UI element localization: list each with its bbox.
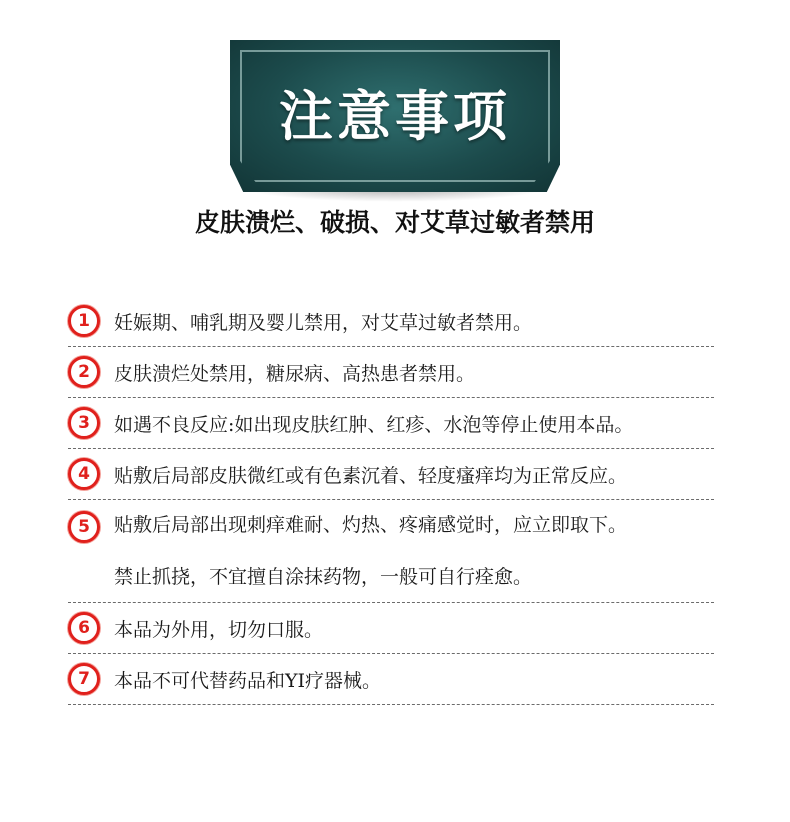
item-text: 本品为外用，切勿口服。: [114, 618, 324, 641]
item-text: 如遇不良反应:如出现皮肤红肿、红疹、水泡等停止使用本品。: [114, 413, 634, 436]
list-item: [68, 398, 714, 449]
item-text: 贴敷后局部出现刺痒难耐、灼热、疼痛感觉时，应立即取下。: [114, 514, 628, 536]
list-item: [68, 654, 714, 705]
page-title: 注意事项: [279, 84, 511, 148]
item-text: 贴敷后局部皮肤微红或有色素沉着、轻度瘙痒均为正常反应。: [114, 464, 628, 487]
item-text: 皮肤溃烂处禁用，糖尿病、高热患者禁用。: [114, 362, 476, 385]
list-item: [68, 449, 714, 500]
item-text: 妊娠期、哺乳期及婴儿禁用，对艾草过敏者禁用。: [114, 311, 533, 334]
item-text-block: [114, 500, 627, 590]
number-badge-7: 7: [68, 663, 100, 695]
number-badge-4: 4: [68, 458, 100, 490]
title-banner: [230, 40, 560, 192]
item-text: 本品不可代替药品和YI疗器械。: [114, 669, 382, 692]
subtitle: 皮肤溃烂、破损、对艾草过敏者禁用: [194, 208, 595, 237]
item-text-continued: 禁止抓挠，不宜擅自涂抹药物，一般可自行痊愈。: [114, 566, 533, 588]
number-badge-1: 1: [68, 305, 100, 337]
number-badge-3: 3: [68, 407, 100, 439]
list-item: [68, 603, 714, 654]
list-item: [68, 500, 714, 603]
number-badge-2: 2: [68, 356, 100, 388]
number-badge-5: 5: [68, 511, 100, 543]
precautions-list: [68, 296, 714, 705]
list-item: [68, 296, 714, 347]
list-item: [68, 347, 714, 398]
number-badge-6: 6: [68, 612, 100, 644]
